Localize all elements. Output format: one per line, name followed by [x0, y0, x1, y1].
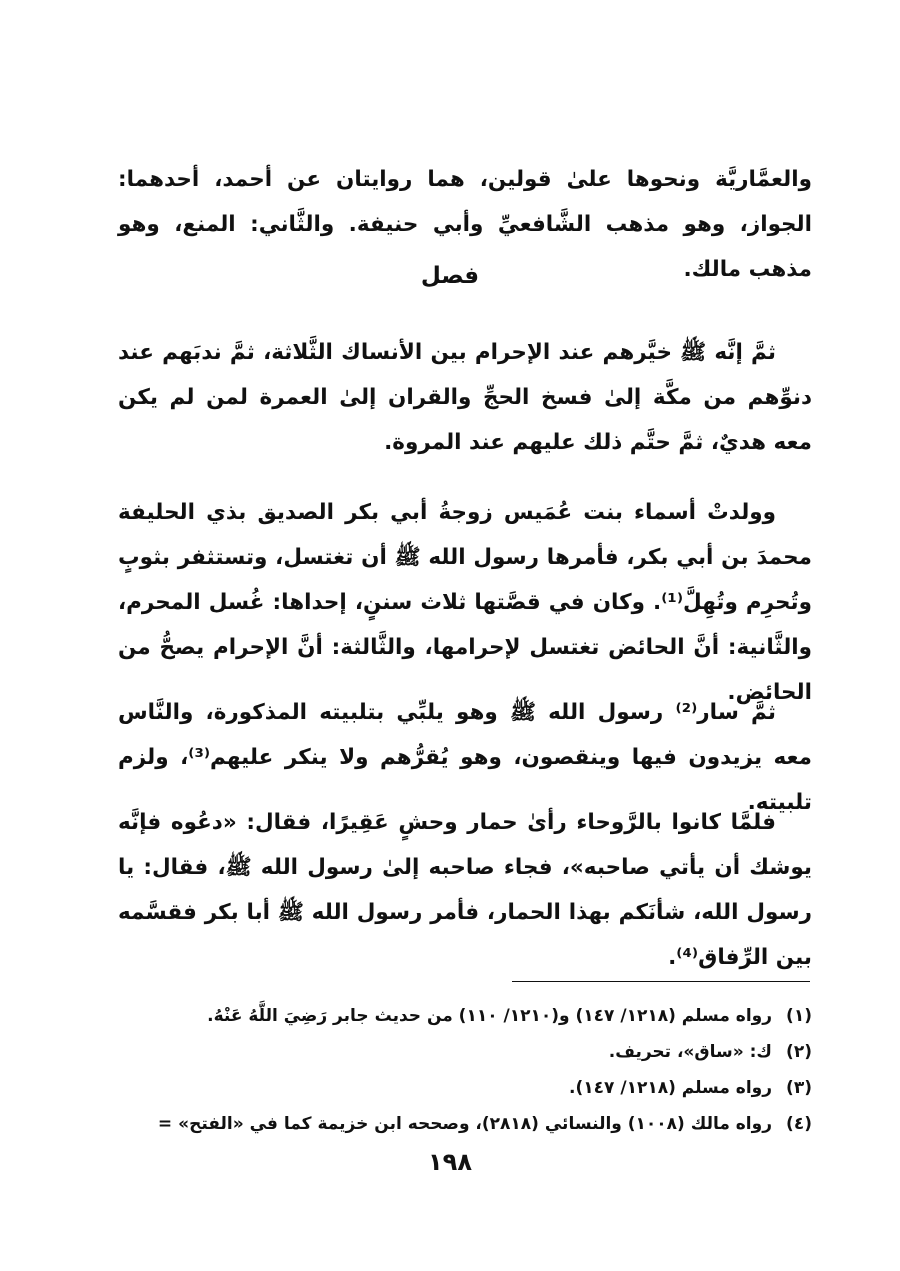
paragraph-5-start: فلمَّا كانوا بالرَّوحاء رأىٰ حمار وحشٍ عَقِيرًا، فقال: «: [222, 810, 777, 835]
footnote-3: [118, 1070, 812, 1106]
footnote-text: ك: «ساق»، تحريف.: [608, 1042, 772, 1062]
footnote-separator: [512, 981, 810, 982]
paragraph-3: وولدتْ أسماء بنت عُمَيس زوجةُ أبي بكر الصديق بذي الحليفة محمدَ بن أبي بكر، فأمرها رسول الله ﷺ أن تغتسل، وتستثفر بثوبٍ وتُحرِم وتُهِلَّ⁽¹⁾. وكان في قصَّتها ثلاث سننٍ، إحداها: غُسل المحرم، والثَّانية: أنَّ الحائض تغتسل لإحرامها، والثَّالثة: أنَّ الإحرام يصحُّ من الحائض.: [118, 500, 812, 705]
footnote-text: رواه مسلم (١٢١٨/ ١٤٧).: [569, 1078, 772, 1098]
section-heading: فصل: [420, 263, 480, 289]
paragraph-5-end: »، فجاء صاحبه إلىٰ رسول الله ﷺ، فقال: يا رسول الله، شأنَكم بهذا الحمار، فأمر رسول الله ﷺ أبا بكر فقسَّمه بين الرِّفاق⁽⁴⁾.: [118, 855, 812, 970]
footnote-number: (٣): [786, 1078, 812, 1098]
paragraph-1: والعمَّاريَّة ونحوها علىٰ قولين، هما روايتان عن أحمد، أحدهما: الجواز، وهو مذهب الشَّافعيِّ وأبي حنيفة. والثَّاني: المنع، وهو مذهب مالك.: [118, 167, 812, 282]
footnote-2: [118, 1034, 812, 1070]
footnote-text: رواه مالك (١٠٠٨) والنسائي (٢٨١٨)، وصححه ابن خزيمة كما في «الفتح» =: [157, 1114, 772, 1134]
footnote-number: (٢): [786, 1042, 812, 1062]
paragraph-5: [118, 800, 812, 980]
paragraph-block-2: [118, 330, 812, 465]
footnote-4: [118, 1106, 812, 1142]
footnotes: [118, 998, 812, 1142]
paragraph-block-5: [118, 800, 812, 980]
hadith-quote: دعُوه فإنَّه يوشك أن يأتي صاحبه: [118, 810, 812, 880]
page-number: ١٩٨: [428, 1148, 472, 1176]
footnote-1: [118, 998, 812, 1034]
footnote-number: (٤): [786, 1114, 812, 1134]
paragraph-block-3: [118, 490, 812, 715]
footnote-number: (١): [786, 1006, 812, 1026]
paragraph-2: ثمَّ إنَّه ﷺ خيَّرهم عند الإحرام بين الأنساك الثَّلاثة، ثمَّ ندبَهم عند دنوِّهم من مكَّة إلىٰ فسخ الحجِّ والقران إلىٰ العمرة لمن لم يكن معه هديٌ، ثمَّ حتَّم ذلك عليهم عند المروة.: [118, 340, 812, 455]
paragraph-4: ثمَّ سار⁽²⁾ رسول الله ﷺ وهو يلبِّي بتلبيته المذكورة، والنَّاس معه يزيدون فيها وينقصون، وهو يُقرُّهم ولا ينكر عليهم⁽³⁾، ولزم تلبيته.: [118, 700, 812, 815]
footnote-text: رواه مسلم (١٢١٨/ ١٤٧) و(١٢١٠/ ١١٠) من حديث جابر رَضِيَ اللَّهُ عَنْهُ.: [207, 1006, 772, 1026]
